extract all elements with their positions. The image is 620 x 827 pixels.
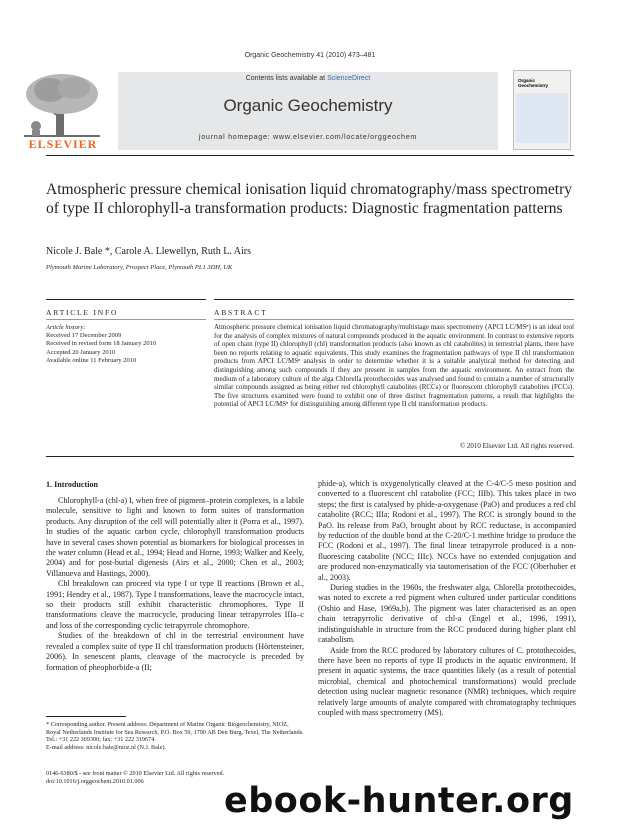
footer-doi-link[interactable]: doi:10.1016/j.orggeochem.2010.01.006 bbox=[46, 778, 144, 785]
cover-title: Organic Geochemistry bbox=[518, 78, 549, 88]
history-item: Received in revised form 18 January 2010 bbox=[46, 340, 157, 348]
elsevier-wordmark: ELSEVIER bbox=[28, 137, 98, 151]
footnote-email: E-mail address: nicole.bale@nioz.nl (N.J. Bale). bbox=[46, 743, 166, 751]
article-info-heading: ARTICLE INFO bbox=[46, 308, 119, 317]
abstract-copyright: © 2010 Elsevier Ltd. All rights reserved. bbox=[459, 442, 574, 450]
sciencedirect-link[interactable]: ScienceDirect bbox=[327, 75, 371, 82]
author-affiliation: Plymouth Marine Laboratory, Prospect Place, Plymouth PL1 3DH, UK bbox=[46, 264, 233, 271]
section-heading-introduction: 1. Introduction bbox=[46, 480, 99, 489]
article-title: Atmospheric pressure chemical ionisation liquid chromatography/mass spectrometry of type II chlorophyll-a transformation products: Diagnostic fragmentation patterns bbox=[46, 181, 573, 217]
footnote-rule bbox=[46, 716, 126, 717]
body-paragraph: Chlorophyll-a (chl-a) I, when free of pigment–protein complexes, is a labile molecule, sensitive to light and known to form suites of transformation products. Any disruption of the cell will potentially alter it (Porra et al., 1997). In studies of the aquatic carbon cycle, chlorophyll transformation products have in several cases shown potential as biomarkers for biological processes in the water column (Head et al., 1994; Head and Horne, 1993; Walker and Keely, 2004) and for post-burial digenesis (Airs et al., 2000; Chen et al., 2003; Villanueva and Hastings, 2000). bbox=[46, 496, 304, 578]
history-item: Accepted 20 January 2010 bbox=[46, 348, 116, 356]
history-item: Received 17 December 2009 bbox=[46, 332, 122, 340]
footnote-text: * Corresponding author. Present address: Department of Marine Organic Biogeochemistry, NIOZ, Royal Netherlands Institute for Sea Research, P.O. Box 59, 1790 AB Den Burg, Texel, The Netherlands. Tel.: +31 222 369300; fax: +31 222 319674. bbox=[46, 721, 304, 744]
history-label: Article history: bbox=[46, 324, 86, 331]
abstract-bottom-rule bbox=[46, 456, 574, 457]
article-authors: Nicole J. Bale *, Carole A. Llewellyn, Ruth L. Airs bbox=[46, 246, 251, 257]
abstract-rule bbox=[214, 299, 574, 300]
body-paragraph: Studies of the breakdown of chl in the terrestrial environment have revealed a complex suite of type II chl transformation products (Hörtensteiner, 2006). In senescent plants, cleavage of the macrocycle is preceded by formation of pheophorbide-a (II; bbox=[46, 631, 304, 672]
corresponding-author-footnote bbox=[46, 721, 304, 751]
cover-art bbox=[516, 93, 568, 143]
history-item: Available online 11 February 2010 bbox=[46, 356, 137, 364]
abstract-subrule bbox=[214, 319, 574, 320]
abstract-text: Atmospheric pressure chemical ionisation liquid chromatography/multistage mass spectrometry (APCI LC/MSⁿ) is an ideal tool for the analysis of complex mixtures of natural compounds produced in the aquatic environment. In contrast to extensive reports of open chain (type II) chlorophyll (chl) transformation products (also known as chl catabolites) in terrestrial plants, there have been no reports relating to aquatic equivalents. This study examines the fragmentation pathways of type II chl transformation products from APCI LC/MSⁿ analysis in order to determine whether it is a suitable analytical method for detecting and distinguishing among such compounds if they are present in samples from the aquatic environment. An extract from the medium of a laboratory culture of the alga Chlorella protothecoides was analysed and found to contain a number of structurally similar compounds assigned as being either red chlorophyll catabolites (RCCs) or fluorescent chlorophyll catabolites (FCCs). The five structures examined were found to exhibit one of three distinct fragmentation patterns, a result that highlights the potential of APCI LC/MSⁿ for distinguishing among different type II chl transformation products. bbox=[214, 323, 574, 409]
abstract-heading: ABSTRACT bbox=[214, 308, 268, 317]
homepage-url-link[interactable]: www.elsevier.com/locate/orggeochem bbox=[273, 132, 418, 141]
header-rule bbox=[46, 155, 574, 156]
article-info-rule bbox=[46, 299, 206, 300]
body-paragraph: Aside from the RCC produced by laboratory cultures of C. protothecoides, there have been no reports of type II products in the aquatic environment. If present in aquatic systems, the trace quantities likely (as a result of potential microbial, chemical and photochemical transformations) would preclude detection using nuclear magnetic resonance (NMR) techniques, which require relatively large amounts of analyte compared with chromatography techniques coupled with mass spectrometry (MS). bbox=[318, 645, 576, 717]
watermark-text: ebook-hunter.org bbox=[224, 781, 574, 821]
body-paragraph: During studies in the 1960s, the freshwater alga, Chlorella protothecoides, was noted to excrete a red pigment when cultured under particular conditions (Oshio and Hase, 1969a,b). The pigment was later characterised as an open chain tetrapyrrolic derivative of chl-a (Engel et al., 1996, 1991), indistinguishable in structure from the RCC produced during higher plant chl catabolism. bbox=[318, 583, 576, 645]
journal-reference: Organic Geochemistry 41 (2010) 473–481 bbox=[244, 52, 376, 59]
footer-front-matter: 0146-6380/$ - see front matter © 2010 Elsevier Ltd. All rights reserved. bbox=[46, 770, 225, 777]
contents-prefix: Contents lists available at bbox=[245, 75, 328, 82]
body-paragraph: Chl breakdown can proceed via type I or type II reactions (Brown et al., 1991; Hendry et al., 1987). Type I transformations, leave the macrocycle intact, so their products still exhibit characteristic chromophores. Type II transformations cleave the macrocycle, producing linear tetrapyrroles IIIa–c and loss of the corresponding cyclic tetrapyrrole chromophore. bbox=[46, 579, 304, 630]
contents-line bbox=[118, 75, 498, 82]
body-column-right bbox=[318, 479, 576, 718]
homepage-prefix: journal homepage: bbox=[198, 132, 274, 141]
body-paragraph: phide-a), which is oxygenolytically cleaved at the C-4/C-5 meso position and converted to a fluorescent chl catabolite (FCC; IIIb). This takes place in two steps; the first is catalysed by phide-a-oxygenase (PaO) and produces a red chl catabolite (RCC; IIIa; Rodoni et al., 1997). The RCC is strongly bound to the PaO. Its release from PaO, brought about by RCC reductase, is accompanied by reduction of the double bond at the C-20/C-1 methine bridge to produce the FCC (Rodoni et al., 1997). The final linear tetrapyrrole produced is a non-fluorescing catabolite (NCC; IIIc). NCCs have no extended conjugation and are produced non-enzymatically via tautomerisation of the FCC (Oberhuber et al., 2003). bbox=[318, 479, 576, 582]
article-info-subrule bbox=[46, 319, 206, 320]
body-column-left bbox=[46, 496, 304, 673]
journal-homepage bbox=[118, 132, 498, 141]
article-history bbox=[46, 324, 206, 365]
journal-name: Organic Geochemistry bbox=[223, 96, 393, 115]
journal-cover-thumbnail bbox=[513, 70, 571, 150]
